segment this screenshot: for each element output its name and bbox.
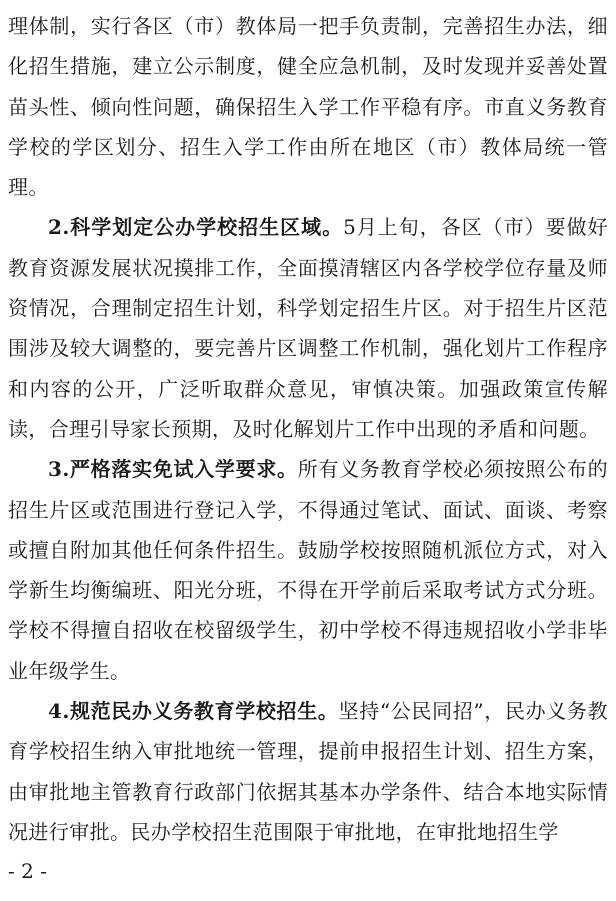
paragraph-item-4 — [8, 691, 608, 852]
paragraph-text: 坚持“公民同招”，民办义务教育学校招生纳入审批地统一管理，提前申报招生计划、招生方案，由审批地主管教育行政部门依据其基本办学条件、结合本地实际情况进行审批。民办学校招生范围限于审批地，在审批地招生学 — [8, 699, 608, 844]
paragraph-text: 5月上旬，各区（市）要做好教育资源发展状况摸排工作，全面摸清辖区内各学校学位存量及师资情况，合理制定招生计划，科学划定招生片区。对于招生片区范围涉及较大调整的，要完善片区调整工作机制，强化划片工作程序和内容的公开，广泛听取群众意见，审慎决策。加强政策宣传解读，合理引导家长预期，及时化解划片工作中出现的矛盾和问题。 — [8, 215, 608, 441]
paragraph-text: 所有义务教育学校必须按照公布的招生片区或范围进行登记入学，不得通过笔试、面试、面谈、考察或擅自附加其他任何条件招生。鼓励学校按照随机派位方式，对入学新生均衡编班、阳光分班，不得在开学前后采取考试方式分班。学校不得擅自招收在校留级学生，初中学校不得违规招收小学非毕业年级学生。 — [8, 457, 608, 683]
paragraph-item-2 — [8, 207, 608, 449]
paragraph-item-3 — [8, 449, 608, 691]
paragraph-text: 理体制，实行各区（市）教体局一把手负责制，完善招生办法，细化招生措施，建立公示制度，健全应急机制，及时发现并妥善处置苗头性、倾向性问题，确保招生入学工作平稳有序。市直义务教育学校的学区划分、招生入学工作由所在地区（市）教体局统一管理。 — [8, 14, 608, 200]
page-number: - 2 - — [8, 859, 47, 883]
paragraph-heading: 2.科学划定公办学校招生区域。 — [48, 215, 344, 240]
paragraph-continuation — [8, 6, 608, 207]
paragraph-heading: 4.规范民办义务教育学校招生。 — [48, 699, 339, 724]
document-body — [8, 6, 608, 852]
paragraph-heading: 3.严格落实免试入学要求。 — [48, 457, 298, 482]
